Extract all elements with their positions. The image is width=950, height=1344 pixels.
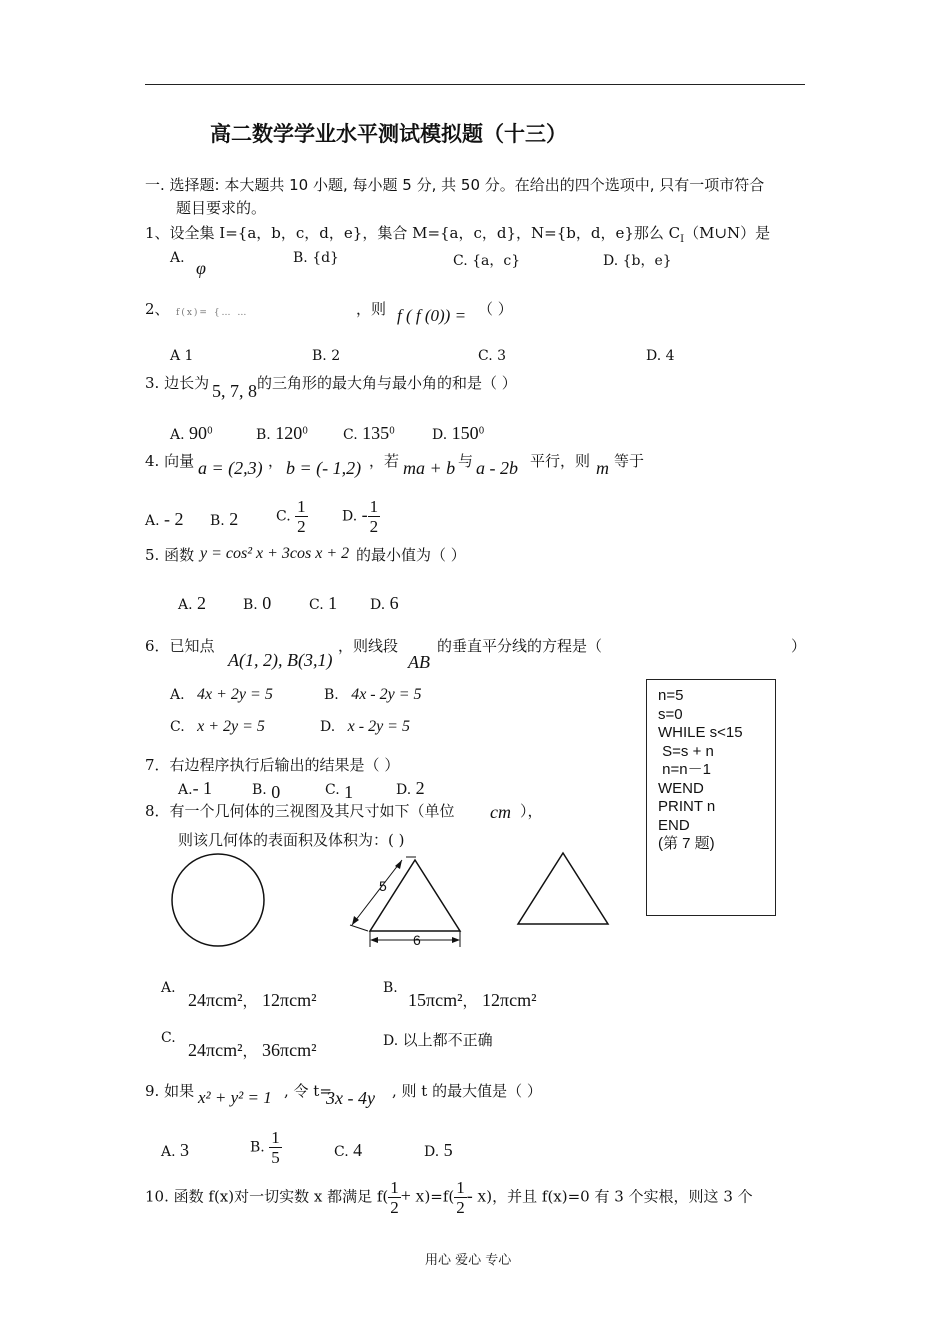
q6-option-a: A. 4x + 2y = 5 [170,686,273,703]
q8-option-b-label: B. [383,980,398,996]
program-line: END [658,816,690,834]
q8-option-d: D. 以上都不正确 [383,1031,493,1049]
q4-pre: 4. 向量 [145,452,195,470]
program-line: WHILE s<15 [658,724,743,741]
q3-pre: 3. 边长为 [145,374,210,392]
q9-post: , 则 t 的最大值是（ ） [392,1082,542,1100]
dimension-slant-label: 5 [379,878,387,894]
q1-option-b: B. {d} [293,250,339,266]
q8-option-c: 24πcm²， 36πcm² [188,1040,317,1060]
q1-option-d: D. {b，e} [603,253,672,269]
q5-option-c: C. 1 [309,593,338,613]
q8-option-a: 24πcm²， 12πcm² [188,990,317,1010]
q4-option-d: D. - $\frac{1}{2}$ [342,497,379,536]
q3-option-c: C. $135^0$ [343,423,395,443]
q9-t: 3x - 4y [326,1088,375,1108]
q9-pre: 9. 如果 [145,1082,195,1100]
q4-m: m [596,458,609,478]
header-rule [145,84,805,85]
q1-option-c: C. {a，c} [453,253,521,269]
q3-option-d: D. $150^0$ [432,423,485,443]
q2-mid: ，则 [356,300,387,318]
q4-end: 等于 [614,452,645,470]
q3-post: 的三角形的最大角与最小角的和是（ ） [257,374,517,392]
q9-option-c: C. 4 [334,1140,363,1160]
q1-option-a: A. [170,250,185,266]
q9-option-d: D. 5 [424,1140,453,1160]
q5-math: y = cos² x + 3cos x + 2 [200,545,350,562]
q2-option-d: D. 4 [646,348,675,364]
program-line: n=5 [658,687,684,704]
q6-mid: ，则线段 [338,637,399,655]
q5-option-a: A. 2 [178,593,207,613]
q4-a-minus-2b: a - 2b [476,458,518,478]
page-footer: 用心 爱心 专心 [425,1253,512,1268]
q2-option-c: C. 3 [478,348,507,364]
q2-option-b: B. 2 [312,348,341,364]
q7-option-c: C. 1 [325,782,354,802]
q6-option-b: B. 4x - 2y = 5 [324,686,422,703]
q4-option-b: B. 2 [210,509,239,529]
q5-post: 的最小值为（ ） [356,546,466,564]
q9-mid: , 令 t= [284,1082,332,1100]
q8-option-b: 15πcm²， 12πcm² [408,990,537,1010]
q9-math: x² + y² = 1 [198,1088,272,1107]
program-line: PRINT n [658,798,716,815]
q4-ma-plus-b: ma + b [403,458,456,478]
q3-math: 5, 7, 8 [212,381,257,401]
q8-line2: 则该几何体的表面积及体积为：( ) [178,831,405,849]
page-title: 高二数学学业水平测试模拟题（十三） [210,122,567,146]
q6-post: 的垂直平分线的方程是（ [437,637,603,655]
q6-option-d: D. x - 2y = 5 [320,718,410,735]
q4-yu: 与 [458,452,474,470]
q7-option-b: B. 0 [252,782,281,802]
q2-option-a: A 1 [170,348,194,364]
three-view-top-circle [165,850,273,950]
three-view-front-triangle [340,855,470,955]
section-heading-cont: 题目要求的。 [176,199,267,217]
q8-option-a-label: A. [161,980,176,996]
q5-pre: 5. 函数 [145,546,195,564]
q2-math: f ( f (0)) = [397,306,467,325]
program-line: s=0 [658,705,683,723]
q4-vector-b: b = (- 1,2) [286,458,362,478]
section-heading: 一. 选择题: 本大题共 10 小题, 每小题 5 分, 共 50 分。在给出的四个选项中, 只有一项市符合 [145,176,765,194]
program-line: n=n－1 [658,761,711,778]
q4-option-a: A. - 2 [145,509,184,529]
q7-option-d: D. 2 [396,778,425,798]
q9-option-b: B. $\frac{1}{5}$ [250,1128,280,1167]
q6-pre: 6．已知点 [145,637,215,655]
q5-option-b: B. 0 [243,593,272,613]
q2-piecewise-function: f(x)= {… … [176,308,249,318]
q1-stem: 1、设全集 I={a，b，c，d，e}，集合 M={a，c，d}，N={b，d，e}那么 $C_I(M\cup N)$是 [145,224,771,245]
q4-ruo: ，若 [369,452,400,470]
q8-stem: 8．有一个几何体的三视图及其尺寸如下（单位 [145,802,455,820]
q3-option-b: B. $120^0$ [256,423,308,443]
q8-unit: cm [490,802,511,822]
q6-close: ） [791,637,807,655]
q8-stem-end: ）， [520,802,543,820]
q4-comma: ， [268,452,284,470]
q6-ab: AB [408,652,430,672]
program-line: S=s + n [658,742,714,760]
q4-vector-a: a = (2,3) [198,458,263,478]
q9-option-a: A. 3 [161,1140,190,1160]
three-view-side-triangle [512,848,616,930]
q8-option-c-label: C. [161,1030,176,1046]
q4-post: 平行，则 [530,452,591,470]
q10-line: 10. 函数 f(x)对一切实数 x 都满足 f( $\frac{1}{2}$ + x)=f( $\frac{1}{2}$ - x)，并且 f(x)=0 有 3 个实根，则这 3 个 [145,1178,753,1217]
program-box [646,679,776,916]
q2-number: 2、 [145,300,170,318]
dimension-base-label: 6 [413,932,421,948]
q5-option-d: D. 6 [370,593,399,613]
q6-points: A(1, 2), B(3,1) [228,650,333,670]
q7-option-a: A.- 1 [178,778,213,798]
program-caption: (第 7 题) [658,835,715,852]
q4-option-c: C. $\frac{1}{2}$ [276,497,306,536]
q2-paren: （ ） [478,300,513,318]
q6-option-c: C. x + 2y = 5 [170,718,265,735]
q1-option-a-math: φ [196,258,206,278]
q7-stem: 7．右边程序执行后输出的结果是（ ） [145,756,400,774]
q3-option-a: A. $90^0$ [170,423,213,443]
program-line: WEND [658,779,704,797]
